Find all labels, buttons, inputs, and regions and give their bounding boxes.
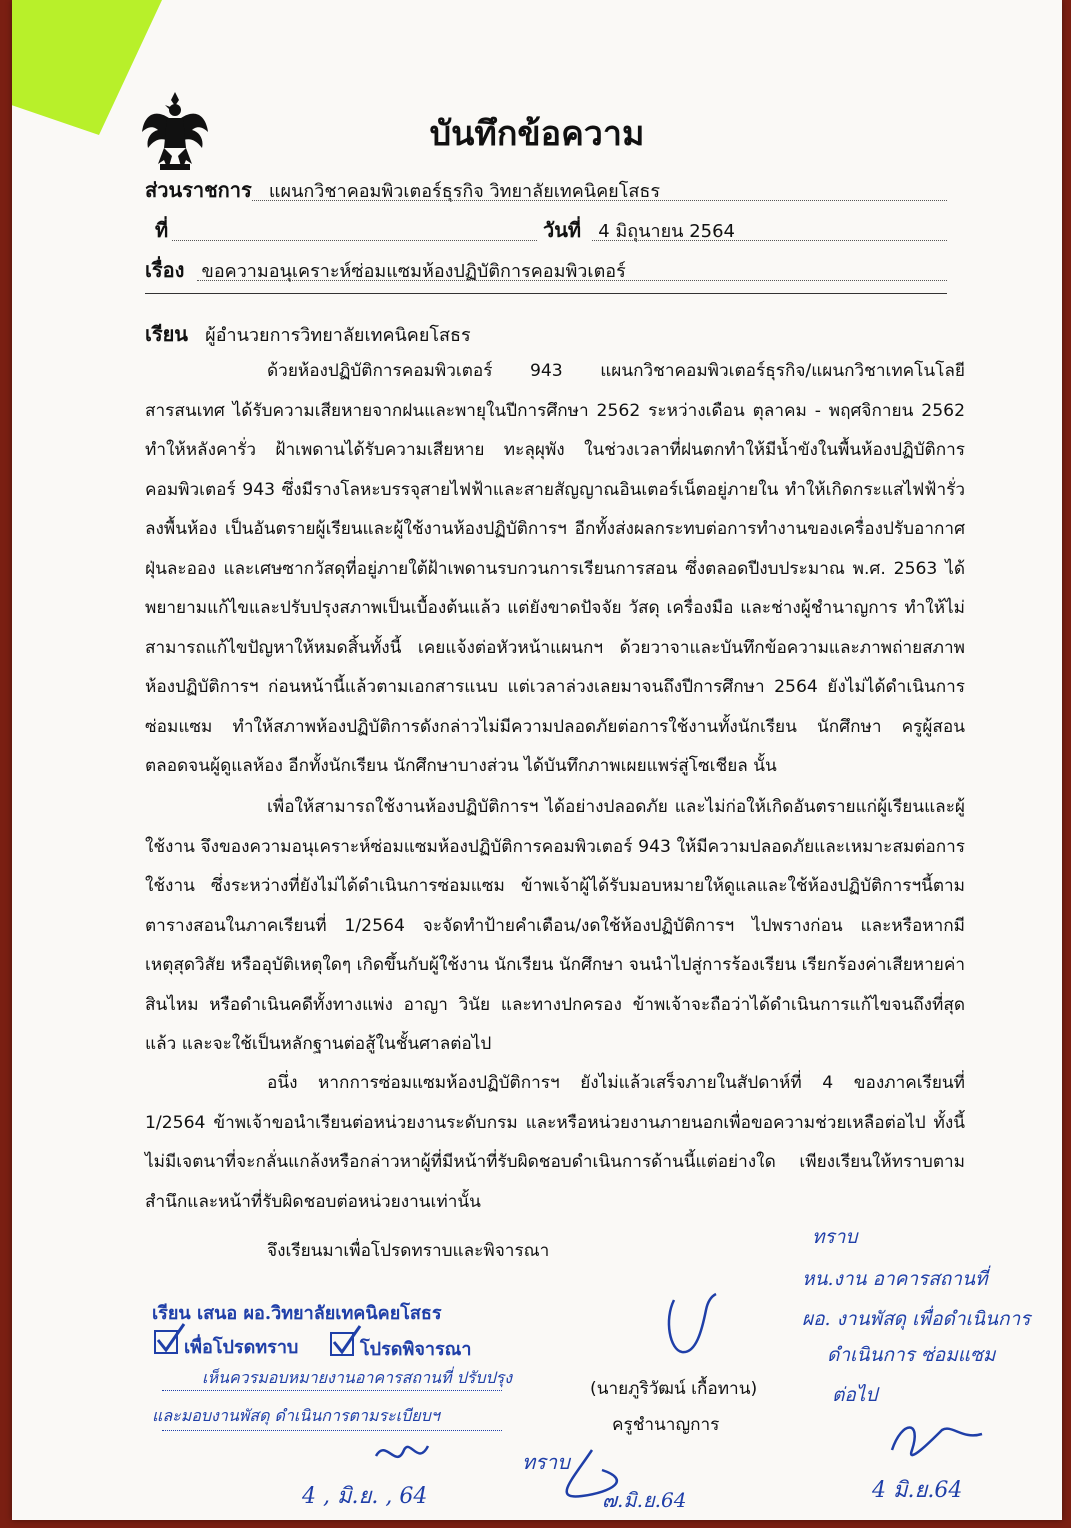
checkbox-consider-label: โปรดพิจารณา: [360, 1339, 472, 1360]
left-note-dots-2: [162, 1430, 502, 1431]
agency-dots: [252, 200, 947, 201]
checkbox-acknowledge-label: เพื่อโปรดทราบ: [184, 1337, 299, 1358]
memo-paper: [12, 0, 1062, 1520]
number-dots: [172, 240, 537, 241]
date-label: วันที่: [543, 218, 582, 242]
date-row: [543, 214, 735, 246]
to-row: [145, 318, 471, 350]
left-note-line-1: เห็นควรมอบหมายงานอาคารสถานที่ ปรับปรุง: [202, 1368, 513, 1387]
right-note-line-3: ผอ. งานพัสดุ เพื่อดำเนินการ: [802, 1308, 1031, 1330]
author-signature: [662, 1290, 722, 1370]
body-paragraph-1: ด้วยห้องปฏิบัติการคอมพิวเตอร์ 943 แผนกวิชาคอมพิวเตอร์ธุรกิจ/แผนกวิชาเทคโนโลยีสารสนเทศ ได้รับความเสียหายจากฝนและพายุในปีการศึกษา 2562 ระหว่างเดือน ตุลาคม - พฤศจิกายน 2562 ทำให้หลังคารั่ว ฝ้าเพดานได้รับความเสียหาย ทะลุผุพัง ในช่วงเวลาที่ฝนตกทำให้มีน้ำขังในพื้นห้องปฏิบัติการคอมพิวเตอร์ 943 ซึ่งมีรางโลหะบรรจุสายไฟฟ้าและสายสัญญาณอินเตอร์เน็ตอยู่ภายใน ทำให้เกิดกระแสไฟฟ้ารั่วลงพื้นห้อง เป็นอันตรายผู้เรียนและผู้ใช้งานห้องปฏิบัติการฯ อีกทั้งส่งผลกระทบต่อการทำงานของเครื่องปรับอากาศ ฝุ่นละออง และเศษซากวัสดุที่อยู่ภายใต้ฝ้าเพดานรบกวนการเรียนการสอน ซึ่งตลอดปีงบประมาณ พ.ศ. 2563 ได้พยายามแก้ไขและปรับปรุงสภาพเป็นเบื้องต้นแล้ว แต่ยังขาดปัจจัย วัสดุ เครื่องมือ และช่างผู้ชำนาญการ ทำให้ไม่สามารถแก้ไขปัญหาให้หมดสิ้นทั้งนี้ เคยแจ้งต่อหัวหน้าแผนกฯ ด้วยวาจาและบันทึกข้อความและภาพถ่ายสภาพห้องปฏิบัติการฯ ก่อนหน้านี้แล้วตามเอกสารแนบ แต่เวลาล่วงเลยมาจนถึงปีการศึกษา 2564 ยังไม่ได้ดำเนินการซ่อมแซม ทำให้สภาพห้องปฏิบัติการดังกล่าวไม่มีความปลอดภัยต่อการใช้งานทั้งนักเรียน นักศึกษา ครูผู้สอน ตลอดจนผู้ดูแลห้อง อีกทั้งนักเรียน นักศึกษาบางส่วน ได้บันทึกภาพเผยแพร่สู่โซเชียล นั้น: [145, 361, 965, 776]
number-label: ที่: [155, 218, 169, 242]
right-note-line-5: ต่อไป: [832, 1384, 878, 1406]
bottom-note: ทราบ: [522, 1450, 570, 1474]
right-signature: [882, 1410, 992, 1470]
annotation-header: เรียน เสนอ ผอ.วิทยาลัยเทคนิคยโสธร: [152, 1303, 442, 1324]
left-approval-date: 4 , มิ.ย. , 64: [302, 1484, 428, 1509]
bottom-note-date: ๗.มิ.ย.64: [602, 1488, 687, 1512]
right-approval-date: 4 มิ.ย.64: [872, 1478, 963, 1503]
right-note-line-2: หน.งาน อาคารสถานที่: [802, 1268, 988, 1290]
check-mark-1: [152, 1322, 188, 1356]
date-value: 4 มิถุนายน 2564: [598, 221, 735, 242]
right-note-line-4: ดำเนินการ ซ่อมแซม: [827, 1344, 996, 1366]
header-rule: [145, 293, 947, 294]
closing-line: จึงเรียนมาเพื่อโปรดทราบและพิจารณา: [267, 1241, 550, 1261]
body-paragraph-2: เพื่อให้สามารถใช้งานห้องปฏิบัติการฯ ได้อย่างปลอดภัย และไม่ก่อให้เกิดอันตรายแก่ผู้เรียนและผู้ใช้งาน จึงของความอนุเคราะห์ซ่อมแซมห้องปฏิบัติการคอมพิวเตอร์ 943 ให้มีความปลอดภัยและเหมาะสมต่อการใช้งาน ซึ่งระหว่างที่ยังไม่ได้ดำเนินการซ่อมแซม ข้าพเจ้าผู้ได้รับมอบหมายให้ดูแลและใช้ห้องปฏิบัติการฯนี้ตามตารางสอนในภาคเรียนที่ 1/2564 จะจัดทำป้ายคำเตือน/งดใช้ห้องปฏิบัติการฯ ไปพรางก่อน และหรือหากมีเหตุสุดวิสัย หรืออุบัติเหตุใดๆ เกิดขึ้นกับผู้ใช้งาน นักเรียน นักศึกษา จนนำไปสู่การร้องเรียน เรียกร้องค่าเสียหายค่าสินไหม หรือดำเนินคดีทั้งทางแพ่ง อาญา วินัย และทางปกครอง ข้าพเจ้าจะถือว่าได้ดำเนินการแก้ไขจนถึงที่สุดแล้ว และจะใช้เป็นหลักฐานต่อสู้ในชั้นศาลต่อไป: [145, 797, 965, 1054]
subject-dots: [197, 280, 947, 281]
director-initials: [372, 1436, 432, 1472]
agency-row: [145, 174, 660, 206]
signer-name: (นายภูริวัฒน์ เกื้อทาน): [590, 1379, 758, 1399]
body-paragraph-3: อนึ่ง หากการซ่อมแซมห้องปฏิบัติการฯ ยังไม่แล้วเสร็จภายในสัปดาห์ที่ 4 ของภาคเรียนที่ 1/2564 ข้าพเจ้าขอนำเรียนต่อหน่วยงานระดับกรม และหรือหน่วยงานภายนอกเพื่อขอความช่วยเหลือต่อไป ทั้งนี้ ไม่มีเจตนาที่จะกลั่นแกล้งหรือกล่าวหาผู้ที่มีหน้าที่รับผิดชอบดำเนินการด้านนี้แต่อย่างใด เพียงเรียนให้ทราบตามสำนึกและหน้าที่รับผิดชอบต่อหน่วยงานเท่านั้น: [145, 1073, 965, 1212]
number-row: [155, 214, 168, 246]
subject-value: ขอความอนุเคราะห์ซ่อมแซมห้องปฏิบัติการคอมพิวเตอร์: [201, 261, 626, 282]
right-note-line-1: ทราบ: [812, 1226, 858, 1248]
to-value: ผู้อำนวยการวิทยาลัยเทคนิคยโสธร: [205, 325, 471, 346]
left-note-dots-1: [162, 1390, 502, 1391]
left-note-line-2: และมอบงานพัสดุ ดำเนินการตามระเบียบฯ: [152, 1406, 440, 1425]
to-label: เรียน: [145, 322, 188, 346]
agency-value: แผนกวิชาคอมพิวเตอร์ธุรกิจ วิทยาลัยเทคนิคยโสธร: [268, 181, 660, 202]
signer-position: ครูชำนาญการ: [612, 1415, 720, 1435]
date-dots: [592, 240, 947, 241]
agency-label: ส่วนราชการ: [145, 178, 252, 202]
subject-label: เรื่อง: [145, 258, 185, 282]
memo-title: บันทึกข้อความ: [429, 114, 645, 154]
subject-row: [145, 254, 626, 286]
check-mark-2: [328, 1324, 364, 1358]
